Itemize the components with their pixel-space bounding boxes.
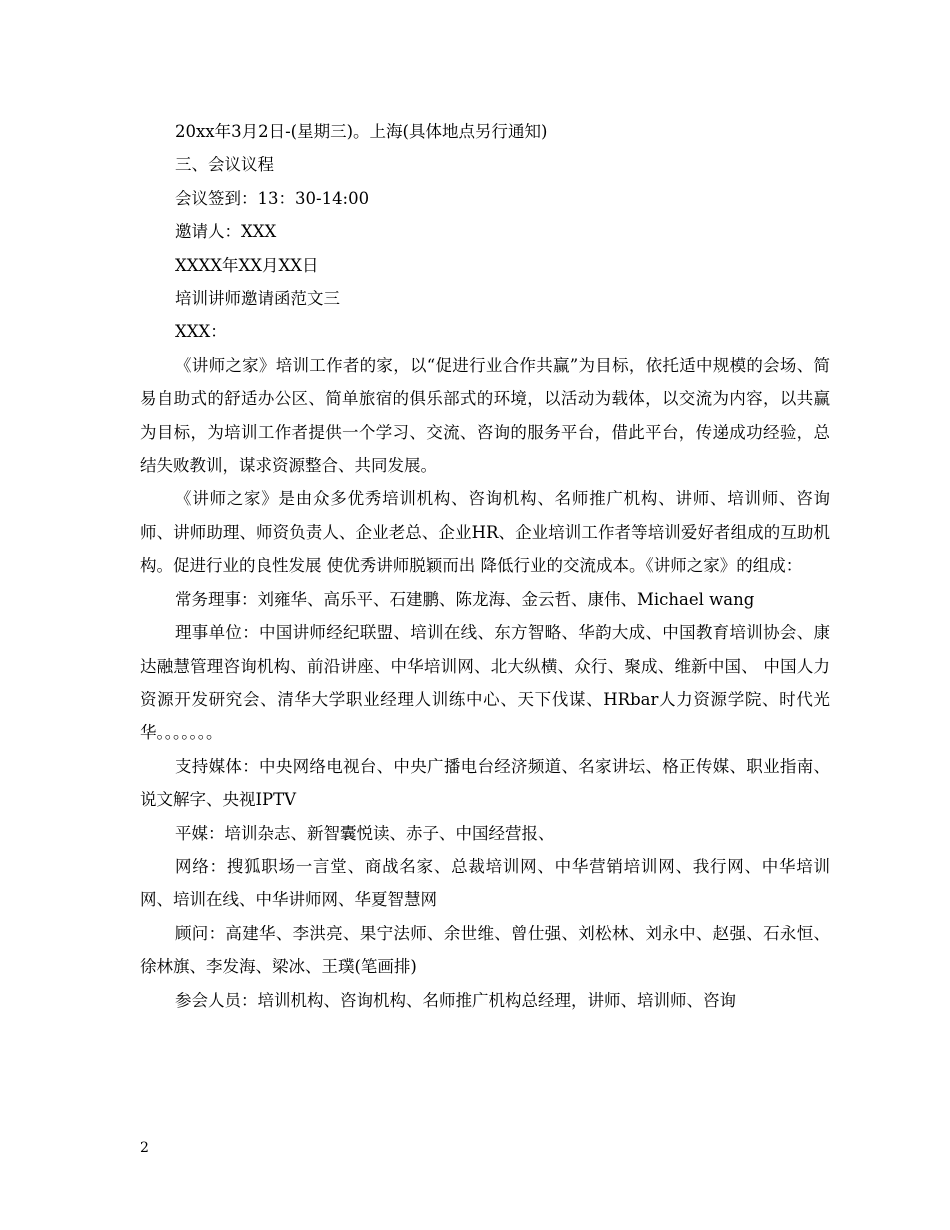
paragraph-advisors: 顾问：高建华、李洪亮、果宁法师、余世维、曾仕强、刘松林、刘永中、赵强、石永恒、徐林旗、李发海、梁冰、王璞(笔画排) — [140, 923, 830, 977]
paragraph-composition: 《讲师之家》是由众多优秀培训机构、咨询机构、名师推广机构、讲师、培训师、咨询师、讲师助理、师资负责人、企业老总、企业HR、企业培训工作者等培训爱好者组成的互助机构。促进行业的良性发展 使优秀讲师脱颖而出 降低行业的交流成本。《讲师之家》的组成： — [140, 489, 830, 576]
sample-title: 培训讲师邀请函范文三 — [175, 289, 340, 309]
paragraph-member-units: 理事单位：中国讲师经纪联盟、培训在线、东方智略、华韵大成、中国教育培训协会、康达融慧管理咨询机构、前沿讲座、中华培训网、北大纵横、众行、聚成、维新中国、 中国人力资源开发研究会、清华大学职业经理人训练中心、天下伐谋、HRbar人力资源学院、时代光华。。。。。。。 — [140, 623, 830, 743]
paragraph-executive-directors: 常务理事：刘雍华、高乐平、石建鹏、陈龙海、金云哲、康伟、Michael wang — [175, 589, 755, 609]
paragraph-introduction: 《讲师之家》培训工作者的家，以“促进行业合作共赢”为目标，依托适中规模的会场、简易自助式的舒适办公区、简单旅宿的俱乐部式的环境，以活动为载体，以交流为内容，以共赢为目标，为培训工作者提供一个学习、交流、咨询的服务平台，借此平台，传递成功经验，总结失败教训，谋求资源整合、共同发展。 — [140, 355, 830, 476]
sign-in-time: 会议签到：13：30-14:00 — [175, 188, 370, 208]
meeting-date-location: 20xx年3月2日-(星期三)。上海(具体地点另行通知) — [175, 122, 548, 141]
section-heading-agenda: 三、会议议程 — [175, 155, 274, 175]
page-number: 2 — [140, 1140, 149, 1156]
paragraph-print-media: 平媒：培训杂志、新智囊悦读、赤子、中国经营报、 — [175, 823, 555, 843]
paragraph-attendees: 参会人员：培训机构、咨询机构、名师推广机构总经理，讲师、培训师、咨询 — [175, 990, 736, 1010]
paragraph-supporting-media: 支持媒体：中央网络电视台、中央广播电台经济频道、名家讲坛、格正传媒、职业指南、说文解字、央视IPTV — [140, 756, 830, 810]
inviter-line: 邀请人：XXX — [175, 222, 277, 242]
document-body — [140, 115, 830, 1017]
paragraph-online-media: 网络：搜狐职场一言堂、商战名家、总裁培训网、中华营销培训网、我行网、中华培训网、培训在线、中华讲师网、华夏智慧网 — [140, 856, 830, 910]
salutation: XXX： — [175, 322, 227, 342]
date-line: XXXX年XX月XX日 — [175, 255, 319, 275]
